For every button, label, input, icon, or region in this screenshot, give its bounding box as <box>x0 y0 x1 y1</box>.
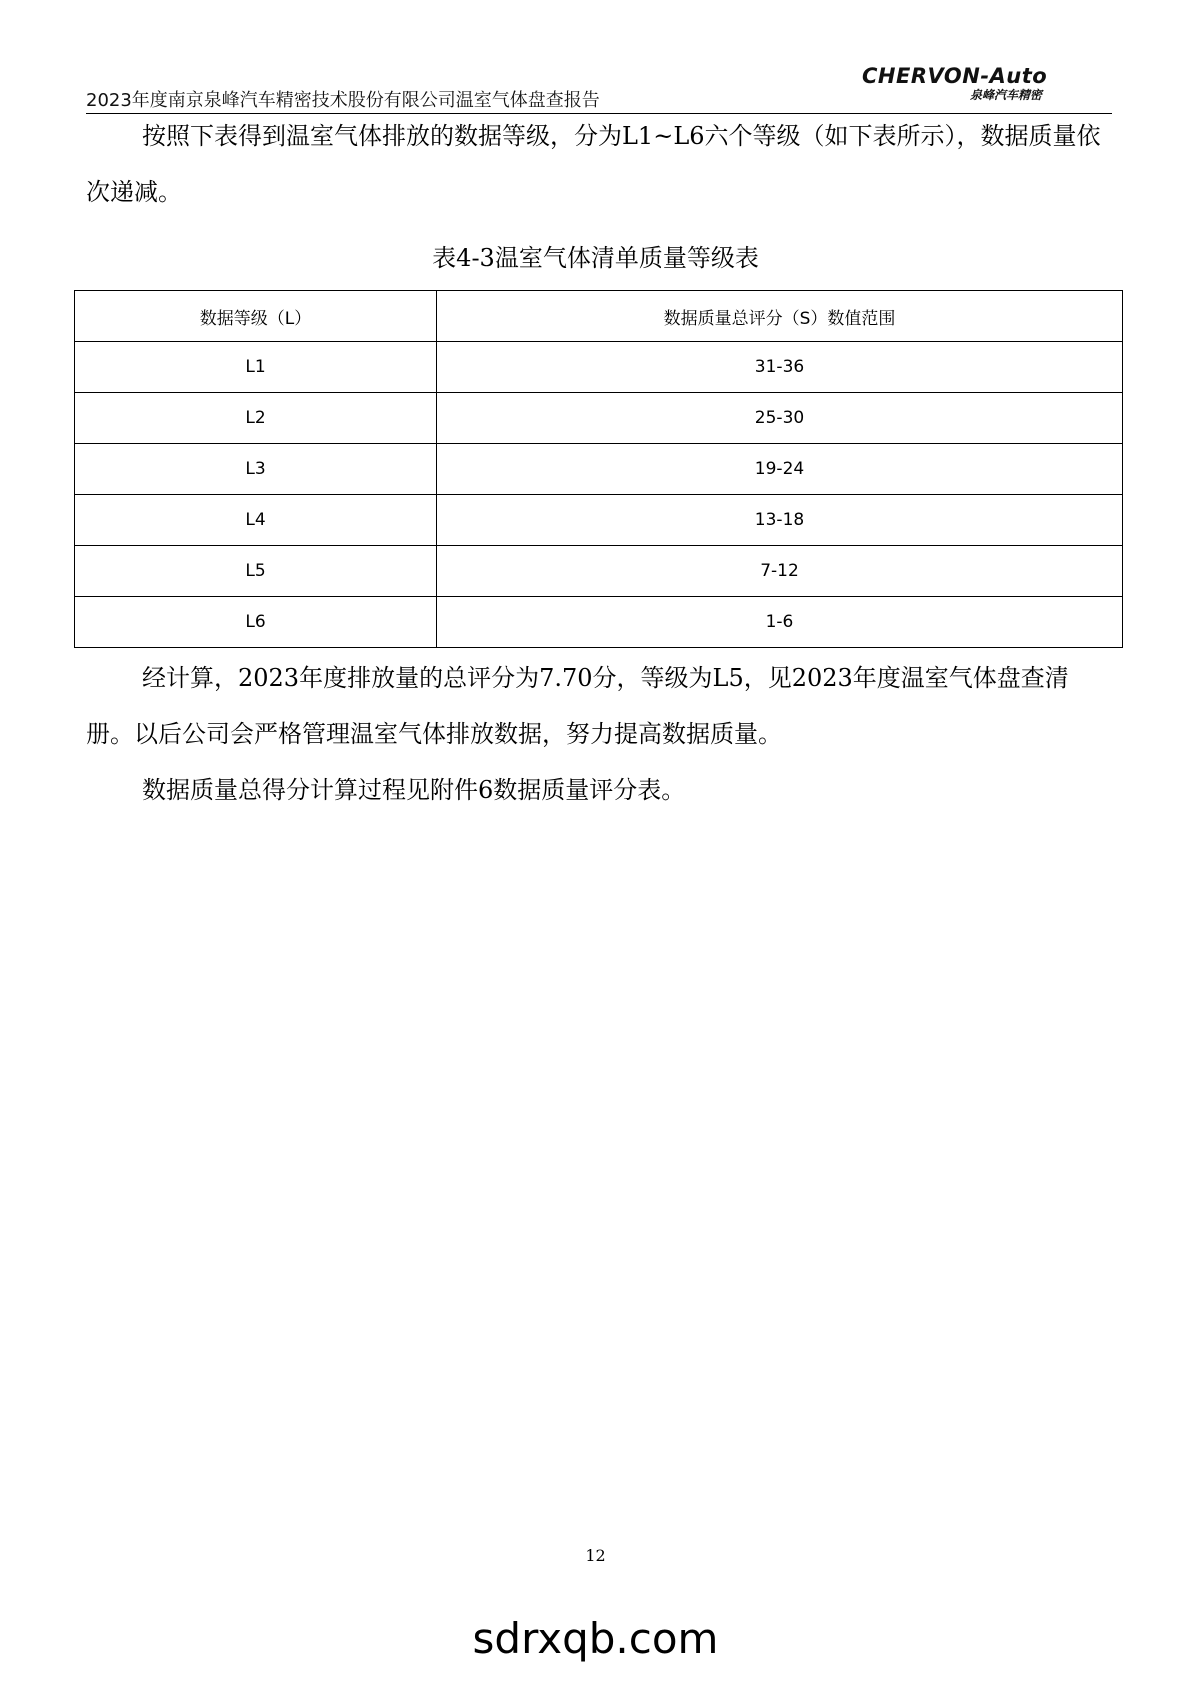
table-row <box>75 444 1123 495</box>
range-cell: 31-36 <box>437 342 1123 393</box>
grade-cell: L3 <box>75 444 437 495</box>
grade-cell: L2 <box>75 393 437 444</box>
grade-cell: L4 <box>75 495 437 546</box>
result-paragraph <box>86 650 1116 762</box>
table-row <box>75 342 1123 393</box>
intro-text: 按照下表得到温室气体排放的数据等级，分为L1~L6六个等级（如下表所示），数据质量依次递减。 <box>86 122 1101 206</box>
table-row <box>75 393 1123 444</box>
note-text: 数据质量总得分计算过程见附件6数据质量评分表。 <box>142 776 686 804</box>
watermark-text: sdrxqb.com <box>472 1614 719 1663</box>
intro-paragraph <box>86 108 1116 220</box>
logo-sub-text: 泉峰汽车精密 <box>969 88 1042 102</box>
header-score-range: 数据质量总评分（S）数值范围 <box>437 291 1123 342</box>
page-number: 12 <box>585 1546 606 1565</box>
grade-cell: L5 <box>75 546 437 597</box>
header-title: 2023年度南京泉峰汽车精密技术股份有限公司温室气体盘查报告 <box>86 90 600 111</box>
range-cell: 13-18 <box>437 495 1123 546</box>
table-header-row <box>75 291 1123 342</box>
table-caption: 表4-3温室气体清单质量等级表 <box>432 244 759 272</box>
result-text: 经计算，2023年度排放量的总评分为7.70分，等级为L5，见2023年度温室气体盘查清册。以后公司会严格管理温室气体排放数据，努力提高数据质量。 <box>86 664 1069 748</box>
logo-main-text: CHERVON-Auto <box>862 64 1048 88</box>
table-row <box>75 597 1123 648</box>
table-row <box>75 546 1123 597</box>
grade-cell: L1 <box>75 342 437 393</box>
range-cell: 19-24 <box>437 444 1123 495</box>
range-cell: 1-6 <box>437 597 1123 648</box>
company-logo <box>862 64 1062 108</box>
header-grade: 数据等级（L） <box>75 291 437 342</box>
table-row <box>75 495 1123 546</box>
grade-cell: L6 <box>75 597 437 648</box>
note-paragraph <box>86 762 1116 818</box>
quality-grade-table <box>74 290 1123 648</box>
range-cell: 25-30 <box>437 393 1123 444</box>
range-cell: 7-12 <box>437 546 1123 597</box>
